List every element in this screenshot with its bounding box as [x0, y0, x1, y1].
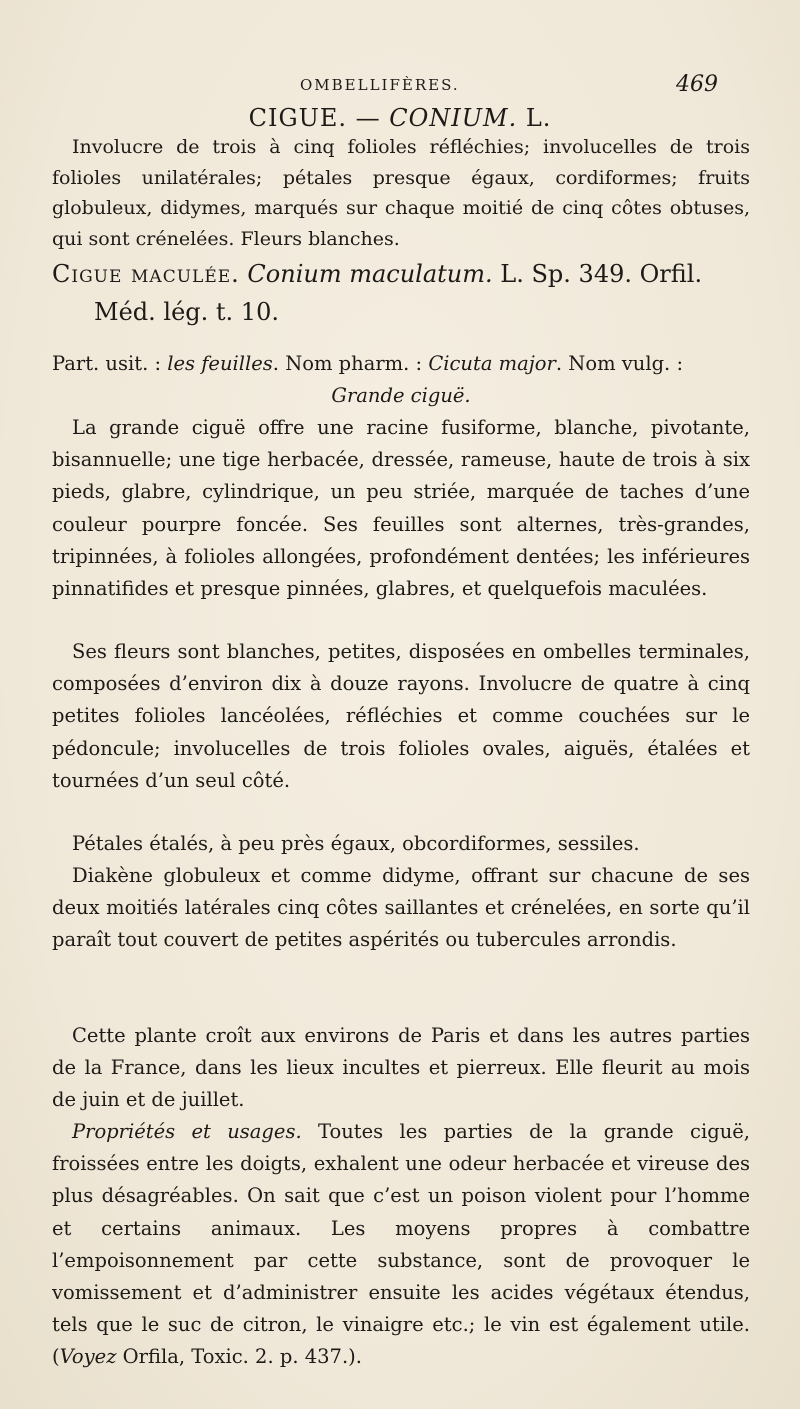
part-used-paragraph	[52, 348, 750, 412]
properties-see: Voyez	[59, 1345, 117, 1369]
paragraph-root-stem-leaves: La grande ciguë offre une racine fusiforme, blanche, pivotante, bisannuelle; une tige herbacée, dressée, rameuse, haute de trois à six pieds, glabre, cylindrique, un peu striée, marquée de taches d’une couleur pourpre foncée. Ses feuilles sont alternes, très-grandes, tripinnées, à folioles allongées, profondément dentées; les inférieures pinnatifides et presque pinnées, glabres, et quelquefois maculées.	[52, 416, 750, 601]
part-used-value: les feuilles	[167, 352, 273, 375]
vulgar-name: Grande ciguë.	[331, 384, 471, 408]
genus-author: L.	[517, 104, 552, 132]
genus-heading	[0, 104, 800, 132]
species-common-name: Cigue maculée.	[52, 260, 240, 288]
vulgar-label: . Nom vulg. :	[555, 352, 684, 375]
paragraph-flowers: Ses fleurs sont blanches, petites, disposées en ombelles terminales, composées d’environ dix à douze rayons. Involucre de quatre à cinq petites folioles lancéolées, réfléchies et comme couchées sur le pédoncule; involucelles de trois folioles ovales, aiguës, étalées et tournées d’un seul côté.	[52, 640, 750, 792]
paragraph-habitat: Cette plante croît aux environs de Paris et dans les autres parties de la France, dans les lieux incultes et pierreux. Elle fleurit au mois de juin et de juillet.	[52, 1024, 750, 1112]
paragraph-petals: Pétales étalés, à peu près égaux, obcordiformes, sessiles.	[72, 832, 640, 855]
properties-reference: Orfila, Toxic. 2. p. 437.).	[116, 1345, 362, 1369]
pharm-label: . Nom pharm. :	[272, 352, 429, 375]
species-reference-continued: Méd. lég. t. 10.	[94, 298, 279, 326]
species-latin-name: Conium maculatum.	[247, 260, 493, 288]
properties-heading: Propriétés et usages.	[72, 1120, 302, 1143]
genus-name: CIGUE.	[248, 104, 347, 132]
species-reference: L. Sp. 349. Orfil.	[492, 260, 703, 288]
species-heading	[52, 255, 750, 331]
running-head	[0, 72, 800, 102]
page-number: 469	[676, 72, 718, 97]
paragraph-properties	[52, 1116, 750, 1374]
genus-description: Involucre de trois à cinq folioles réfléchies; involucelles de trois folioles unilatérales; pétales presque égaux, cordiformes; fruits globuleux, didymes, marqués sur chaque moitié de cinq côtes obtuses, qui sont crénelées. Fleurs blanches.	[52, 136, 750, 250]
genus-dash: —	[346, 104, 390, 132]
paragraph-fruit: Diakène globuleux et comme didyme, offrant sur chacune de ses deux moitiés latérales cinq côtes saillantes et crénelées, en sorte qu’il paraît tout couvert de petites aspérités ou tubercules arrondis.	[52, 864, 750, 952]
section-title: OMBELLIFÈRES.	[300, 76, 460, 94]
genus-latin: CONIUM.	[389, 104, 518, 132]
properties-body: Toutes les parties de la grande ciguë, froissées entre les doigts, exhalent une odeur herbacée et vireuse des plus désagréables. On sait que c’est un poison violent pour l’homme et certains animaux. Les moyens propres à combattre l’empoisonnement par cette substance, sont de provoquer le vomissement et d’administrer ensuite les acides végétaux étendus, tels que le suc de citron, le vinaigre etc.; le vin est également utile. (	[52, 1120, 750, 1369]
pharm-name: Cicuta major	[428, 352, 556, 375]
part-used-label: Part. usit. :	[52, 352, 168, 375]
